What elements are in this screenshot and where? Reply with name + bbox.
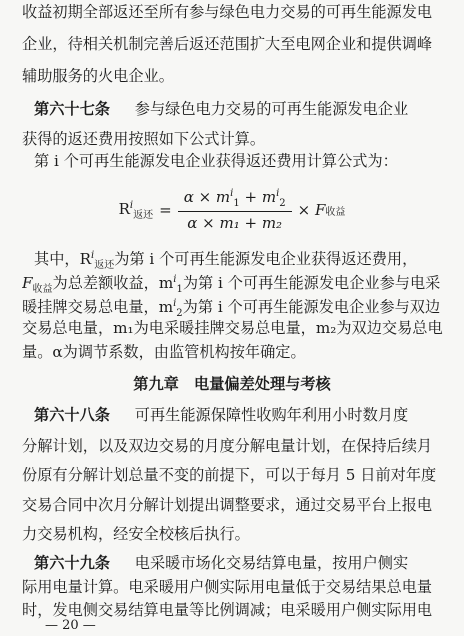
text-line: 力交易机构，经安全校核后执行。: [22, 525, 250, 543]
text-line: 时，发电侧交易结算电量等比例调减；电采暖用户侧实际用电: [22, 601, 433, 619]
chapter-title: 第九章 电量偏差处理与考核: [133, 375, 331, 393]
text-line: 交易总电量，m₁为电采暖挂牌交易总电量，m₂为双边交易总电: [22, 319, 443, 337]
article-heading: 第六十九条: [34, 554, 110, 572]
text-line: 其中，$R^i_{返还}$为第 i 个可再生能源发电企业获得返还费用，: [34, 250, 418, 271]
text-line: 交易合同中次月分解计划提出调整要求，通过交易平台上报电: [22, 496, 433, 514]
article-67-line: [34, 99, 464, 119]
text-line: 企业，待相关机制完善后返还范围扩大至电网企业和提供调峰: [22, 35, 433, 53]
formula-equals: =: [159, 201, 172, 219]
text-span: 可再生能源保障性收购年利用小时数月度: [134, 406, 409, 424]
formula-denominator: α × m₁ + m₂: [187, 214, 283, 232]
text-line: 暖挂牌交易总电量，$m^i_2$为第 i 个可再生能源发电企业参与双边: [22, 298, 441, 319]
text-line: 份原有分解计划总量不变的前提下，可以于每月 5 日前对年度: [22, 466, 437, 484]
text-line: 量。α为调节系数，由监管机构按年确定。: [22, 343, 306, 361]
formula-times: × F: [297, 201, 326, 219]
article-68-line: [34, 405, 464, 425]
page-number: — 20 —: [45, 618, 96, 633]
formula: [0, 180, 464, 240]
article-heading: 第六十七条: [34, 100, 110, 118]
text-line: 收益初期全部返还至所有参与绿色电力交易的可再生能源发电: [22, 3, 433, 21]
formula-f-sub: 收益: [325, 206, 346, 218]
text-line: 第 i 个可再生能源发电企业获得返还费用计算公式为：: [34, 152, 398, 170]
article-69-line: [34, 553, 464, 573]
text-line: 际用电量计算。电采暖用户侧实际用电量低于交易结果总电量: [22, 578, 433, 596]
article-heading: 第六十八条: [34, 406, 110, 424]
text-line: 分解计划，以及双边交易的月度分解电量计划，在保持后续月: [22, 437, 433, 455]
text-span: 参与绿色电力交易的可再生能源发电企业: [134, 100, 409, 118]
formula-numerator: $\alpha \times m^i_1 + m^i_2$: [178, 188, 292, 212]
text-line: 获得的返还费用按照如下公式计算。: [22, 130, 265, 148]
text-span: 电采暖市场化交易结算电量，按用户侧实: [134, 554, 409, 572]
text-line: $F_{收益}$为总差额收益，$m^i_1$为第 i 个可再生能源发电企业参与电采: [22, 274, 441, 295]
text-line: 辅助服务的火电企业。: [22, 67, 174, 85]
formula-fraction: [178, 188, 292, 232]
formula-lhs: $R^i_{返还}$: [118, 199, 154, 221]
